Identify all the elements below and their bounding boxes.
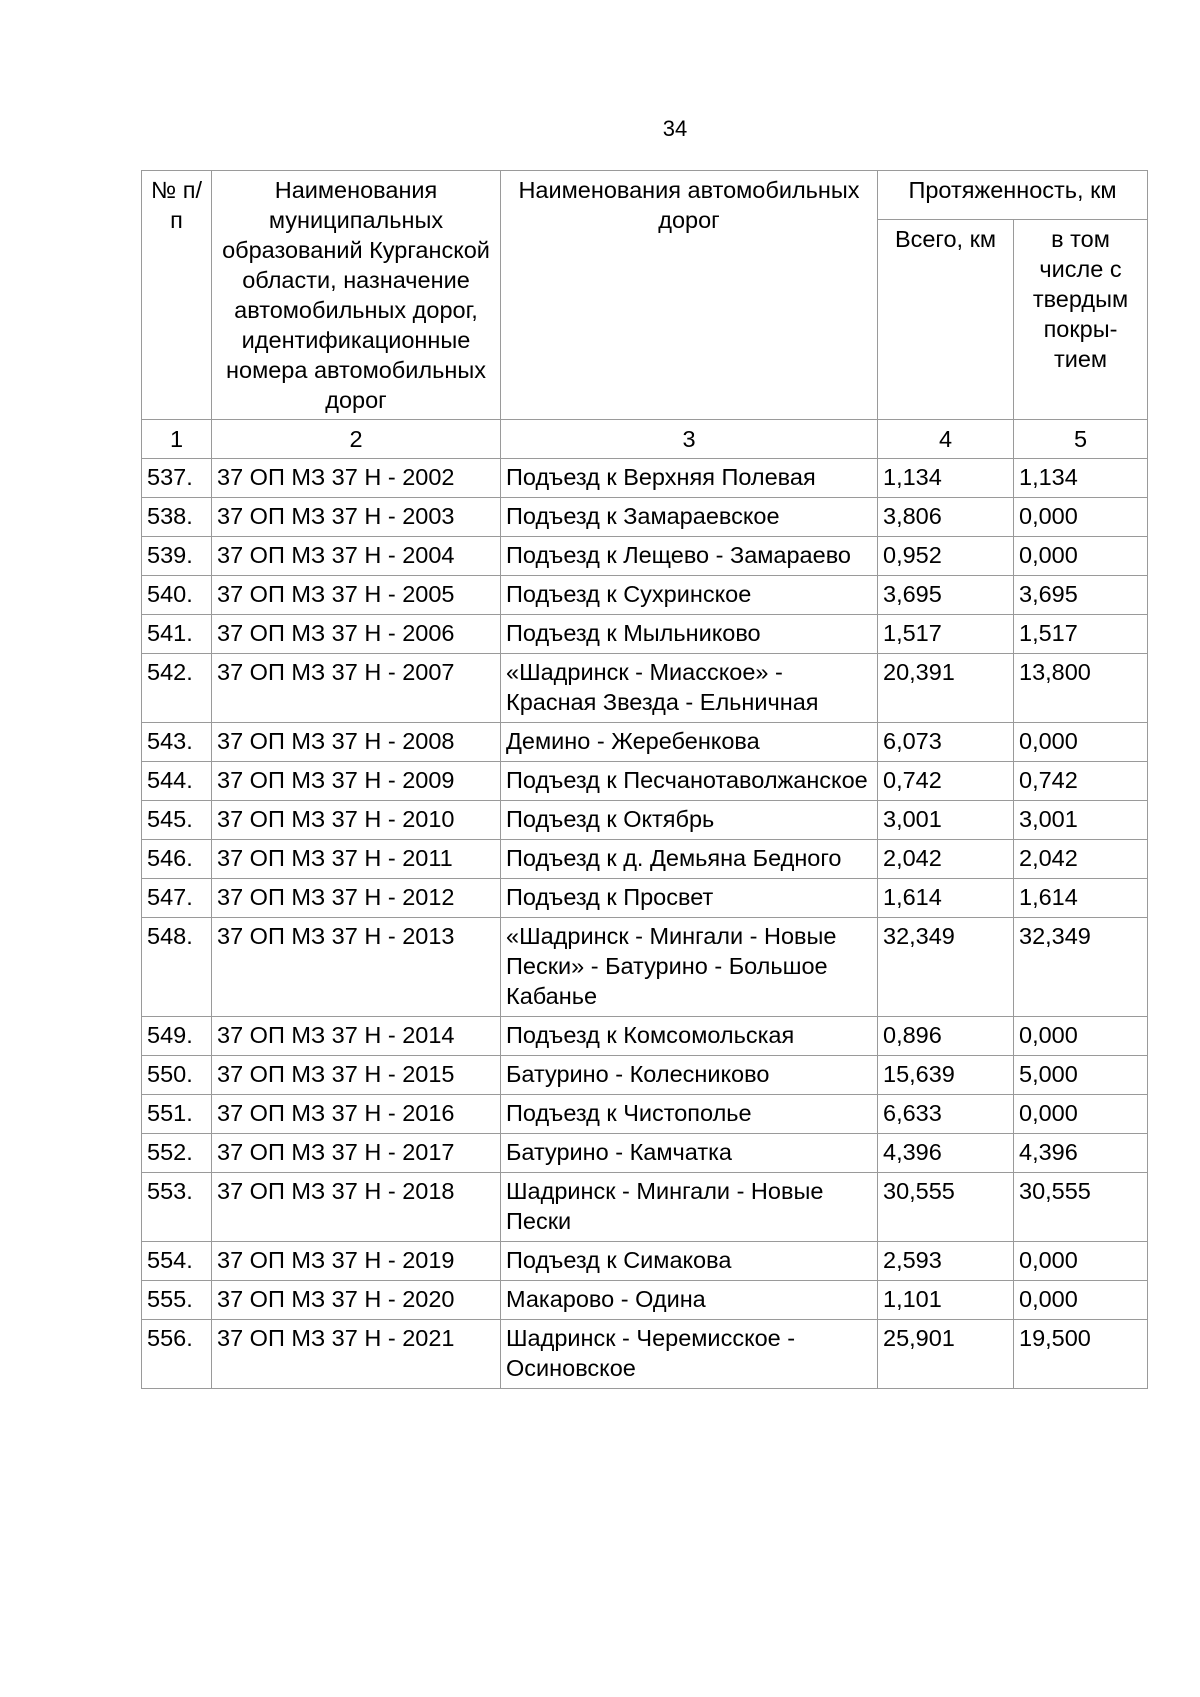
column-number: 2 [212,420,501,459]
length-paved: 0,000 [1014,1281,1148,1320]
road-id: 37 ОП МЗ 37 Н - 2019 [212,1242,501,1281]
row-number: 550. [142,1056,212,1095]
road-name: Шадринск - Черемисское - Осиновское [501,1320,878,1389]
length-total: 1,517 [878,615,1014,654]
table-row [142,1281,1148,1320]
road-id: 37 ОП МЗ 37 Н - 2002 [212,459,501,498]
road-id: 37 ОП МЗ 37 Н - 2006 [212,615,501,654]
column-number-row [142,420,1148,459]
table-row [142,576,1148,615]
row-number: 553. [142,1173,212,1242]
road-id: 37 ОП МЗ 37 Н - 2015 [212,1056,501,1095]
table-row [142,1095,1148,1134]
road-id: 37 ОП МЗ 37 Н - 2016 [212,1095,501,1134]
row-number: 552. [142,1134,212,1173]
length-paved: 30,555 [1014,1173,1148,1242]
table-row [142,615,1148,654]
road-id: 37 ОП МЗ 37 Н - 2010 [212,801,501,840]
row-number: 542. [142,654,212,723]
length-total: 32,349 [878,918,1014,1017]
table-row [142,1017,1148,1056]
length-total: 4,396 [878,1134,1014,1173]
length-paved: 19,500 [1014,1320,1148,1389]
header-length: Протяженность, км [878,171,1148,220]
table-row [142,1320,1148,1389]
length-total: 3,695 [878,576,1014,615]
road-id: 37 ОП МЗ 37 Н - 2013 [212,918,501,1017]
length-paved: 1,614 [1014,879,1148,918]
road-name: Подъезд к Просвет [501,879,878,918]
row-number: 547. [142,879,212,918]
table-row [142,1173,1148,1242]
table-row [142,801,1148,840]
row-number: 543. [142,723,212,762]
road-name: «Шадринск - Мингали - Новые Пески» - Батурино - Большое Кабанье [501,918,878,1017]
table-row [142,918,1148,1017]
road-name: Шадринск - Мингали - Новые Пески [501,1173,878,1242]
table-row [142,654,1148,723]
table-row [142,840,1148,879]
road-id: 37 ОП МЗ 37 Н - 2009 [212,762,501,801]
column-number: 3 [501,420,878,459]
length-total: 15,639 [878,1056,1014,1095]
road-name: Подъезд к Лещево - Замараево [501,537,878,576]
road-name: Подъезд к Чистополье [501,1095,878,1134]
header-length-paved: в том числе с твердым покры-тием [1014,220,1148,420]
road-id: 37 ОП МЗ 37 Н - 2008 [212,723,501,762]
row-number: 540. [142,576,212,615]
road-name: Макарово - Одина [501,1281,878,1320]
length-total: 3,806 [878,498,1014,537]
row-number: 554. [142,1242,212,1281]
column-number: 5 [1014,420,1148,459]
length-paved: 0,000 [1014,1095,1148,1134]
road-name: Подъезд к Замараевское [501,498,878,537]
length-paved: 1,517 [1014,615,1148,654]
road-name: Подъезд к д. Демьяна Бедного [501,840,878,879]
road-id: 37 ОП МЗ 37 Н - 2021 [212,1320,501,1389]
road-name: Батурино - Камчатка [501,1134,878,1173]
table-row [142,762,1148,801]
table-row [142,1134,1148,1173]
length-total: 1,101 [878,1281,1014,1320]
road-id: 37 ОП МЗ 37 Н - 2005 [212,576,501,615]
row-number: 544. [142,762,212,801]
row-number: 546. [142,840,212,879]
length-total: 0,742 [878,762,1014,801]
road-id: 37 ОП МЗ 37 Н - 2018 [212,1173,501,1242]
road-name: Подъезд к Песчанотаволжанское [501,762,878,801]
length-paved: 0,000 [1014,537,1148,576]
table-row [142,1056,1148,1095]
table-row [142,1242,1148,1281]
table-row [142,459,1148,498]
length-total: 0,896 [878,1017,1014,1056]
table-row [142,879,1148,918]
road-id: 37 ОП МЗ 37 Н - 2014 [212,1017,501,1056]
row-number: 545. [142,801,212,840]
length-paved: 0,000 [1014,723,1148,762]
road-id: 37 ОП МЗ 37 Н - 2012 [212,879,501,918]
column-number: 4 [878,420,1014,459]
road-id: 37 ОП МЗ 37 Н - 2020 [212,1281,501,1320]
road-id: 37 ОП МЗ 37 Н - 2017 [212,1134,501,1173]
length-total: 0,952 [878,537,1014,576]
header-number: № п/п [142,171,212,420]
row-number: 537. [142,459,212,498]
road-name: Подъезд к Комсомольская [501,1017,878,1056]
table-row [142,537,1148,576]
road-id: 37 ОП МЗ 37 Н - 2004 [212,537,501,576]
length-paved: 0,742 [1014,762,1148,801]
road-name: «Шадринск - Миасское» - Красная Звезда - Ельничная [501,654,878,723]
roads-table [141,170,1148,1389]
length-total: 6,633 [878,1095,1014,1134]
row-number: 549. [142,1017,212,1056]
row-number: 555. [142,1281,212,1320]
road-name: Подъезд к Симакова [501,1242,878,1281]
length-total: 1,614 [878,879,1014,918]
row-number: 556. [142,1320,212,1389]
row-number: 551. [142,1095,212,1134]
length-paved: 13,800 [1014,654,1148,723]
table-body [142,459,1148,1389]
road-name: Подъезд к Мыльниково [501,615,878,654]
row-number: 538. [142,498,212,537]
length-total: 3,001 [878,801,1014,840]
length-paved: 3,001 [1014,801,1148,840]
table-row [142,723,1148,762]
row-number: 539. [142,537,212,576]
length-paved: 0,000 [1014,1017,1148,1056]
length-paved: 32,349 [1014,918,1148,1017]
length-paved: 4,396 [1014,1134,1148,1173]
road-name: Демино - Жеребенкова [501,723,878,762]
length-total: 1,134 [878,459,1014,498]
length-total: 30,555 [878,1173,1014,1242]
length-paved: 5,000 [1014,1056,1148,1095]
page-number: 34 [662,116,688,141]
length-total: 25,901 [878,1320,1014,1389]
length-total: 2,593 [878,1242,1014,1281]
length-total: 20,391 [878,654,1014,723]
length-paved: 0,000 [1014,1242,1148,1281]
road-name: Подъезд к Сухринское [501,576,878,615]
header-municipality: Наименования муниципальных образований Курганской области, назначение автомобильных дорог, идентификационные номера автомобильных дорог [212,171,501,420]
road-name: Подъезд к Верхняя Полевая [501,459,878,498]
road-name: Батурино - Колесниково [501,1056,878,1095]
road-id: 37 ОП МЗ 37 Н - 2011 [212,840,501,879]
table-header [142,171,1148,459]
length-total: 6,073 [878,723,1014,762]
row-number: 548. [142,918,212,1017]
length-paved: 3,695 [1014,576,1148,615]
row-number: 541. [142,615,212,654]
table-row [142,498,1148,537]
header-road-name: Наименования автомобильных дорог [501,171,878,420]
column-number: 1 [142,420,212,459]
length-paved: 0,000 [1014,498,1148,537]
length-total: 2,042 [878,840,1014,879]
road-name: Подъезд к Октябрь [501,801,878,840]
length-paved: 1,134 [1014,459,1148,498]
length-paved: 2,042 [1014,840,1148,879]
road-id: 37 ОП МЗ 37 Н - 2003 [212,498,501,537]
header-length-total: Всего, км [878,220,1014,420]
road-id: 37 ОП МЗ 37 Н - 2007 [212,654,501,723]
